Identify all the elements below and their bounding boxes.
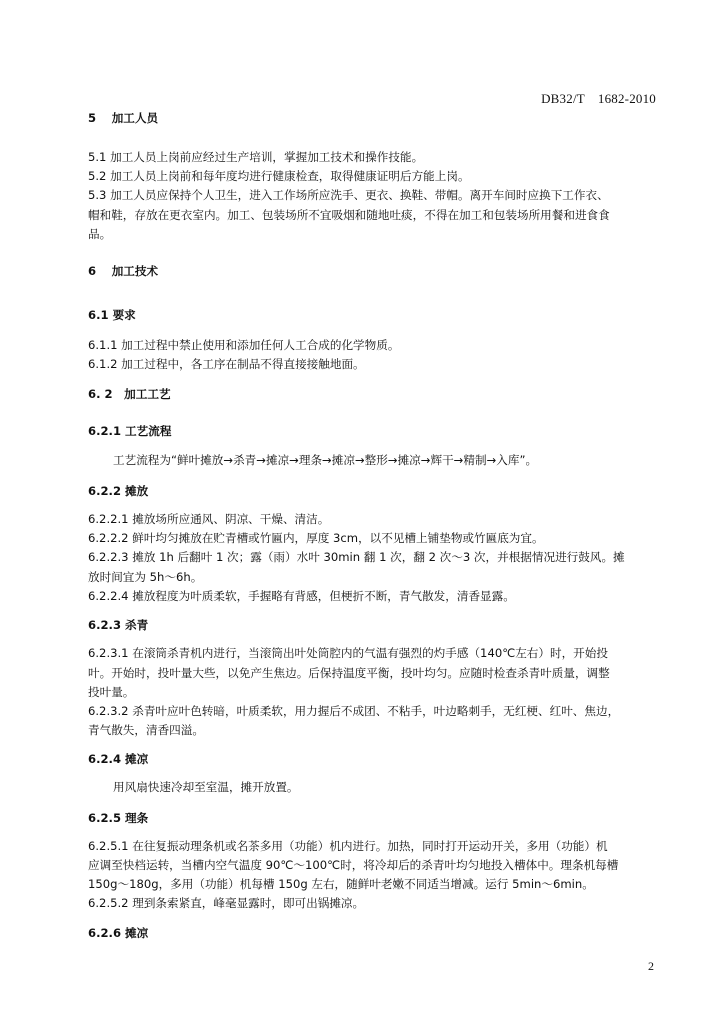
subsection-heading: 6.2.3 杀青 (88, 618, 149, 632)
paragraph-line: 投叶量。 (88, 685, 135, 699)
page-number: 2 (648, 959, 654, 973)
subsection-heading: 6.2.1 工艺流程 (88, 424, 172, 438)
paragraph-line: 6.2.5.1 在往复振动理条机或名茶多用（功能）机内进行。加热，同时打开运动开关，多用（功能）机 (88, 839, 608, 853)
paragraph-line: 5.3 加工人员应保持个人卫生，进入工作场所应洗手、更衣、换鞋、带帽。离开车间时应换下工作衣、 (88, 188, 609, 202)
paragraph-line: 放时间宜为 5h～6h。 (88, 570, 203, 584)
document-header-code: DB32/T 1682-2010 (541, 91, 656, 106)
paragraph-line: 5.2 加工人员上岗前和每年度均进行健康检查，取得健康证明后方能上岗。 (88, 169, 470, 183)
paragraph-line: 品。 (88, 227, 112, 241)
paragraph-line: 150g～180g，多用（功能）机每槽 150g 左右，随鲜叶老嫩不同适当增减。运行 5min～6min。 (88, 877, 594, 891)
subsection-heading: 6.2.2 摊放 (88, 484, 149, 498)
subsection-heading: 6.2.5 理条 (88, 811, 149, 825)
section-heading: 6 加工技术 (88, 264, 159, 278)
paragraph-line: 6.1.1 加工过程中禁止使用和添加任何人工合成的化学物质。 (88, 338, 400, 352)
paragraph-line: 用风扇快速冷却至室温，摊开放置。 (113, 780, 299, 794)
paragraph-line: 6.2.2.4 摊放程度为叶质柔软，手握略有背感，但梗折不断，青气散发，清香显露。 (88, 589, 515, 603)
subsection-heading: 6.1 要求 (88, 308, 136, 322)
paragraph-line: 帽和鞋，存放在更衣室内。加工、包装场所不宜吸烟和随地吐痰，不得在加工和包装场所用餐和进食食 (88, 208, 610, 222)
subsection-heading: 6.2.4 摊凉 (88, 752, 149, 766)
paragraph-line: 6.2.5.2 理到条索紧直，峰毫显露时，即可出锅摊凉。 (88, 896, 365, 910)
paragraph-line: 工艺流程为“鲜叶摊放→杀青→摊凉→理条→摊凉→整形→摊凉→辉干→精制→入库”。 (113, 453, 538, 467)
paragraph-line: 6.2.3.1 在滚筒杀青机内进行，当滚筒出叶处筒腔内的气温有强烈的灼手感（140℃左右）时，开始投 (88, 646, 608, 660)
paragraph-line: 青气散失，清香四溢。 (88, 723, 204, 737)
paragraph-line: 应调至快档运转，当槽内空气温度 90℃～100℃时，将冷却后的杀青叶均匀地投入槽体中。理条机每槽 (88, 858, 619, 872)
subsection-heading: 6. 2 加工工艺 (88, 387, 171, 401)
paragraph-line: 叶。开始时，投叶量大些，以免产生焦边。后保持温度平衡，投叶均匀。应随时检查杀青叶质量，调整 (88, 666, 610, 680)
subsection-heading: 6.2.6 摊凉 (88, 926, 149, 940)
section-heading: 5 加工人员 (88, 111, 159, 125)
paragraph-line: 6.2.2.2 鲜叶均匀摊放在贮青槽或竹匾内，厚度 3cm，以不见槽上铺垫物或竹匾底为宜。 (88, 531, 544, 545)
paragraph-line: 6.1.2 加工过程中，各工序在制品不得直接接触地面。 (88, 357, 365, 371)
paragraph-line: 5.1 加工人员上岗前应经过生产培训，掌握加工技术和操作技能。 (88, 150, 424, 164)
paragraph-line: 6.2.2.3 摊放 1h 后翻叶 1 次；露（雨）水叶 30min 翻 1 次，翻 2 次～3 次，并根据情况进行鼓风。摊 (88, 550, 625, 564)
paragraph-line: 6.2.2.1 摊放场所应通风、阴凉、干燥、清洁。 (88, 512, 330, 526)
paragraph-line: 6.2.3.2 杀青叶应叶色转暗，叶质柔软，用力握后不成团、不粘手，叶边略刺手，无红梗、红叶、焦边， (88, 704, 620, 718)
